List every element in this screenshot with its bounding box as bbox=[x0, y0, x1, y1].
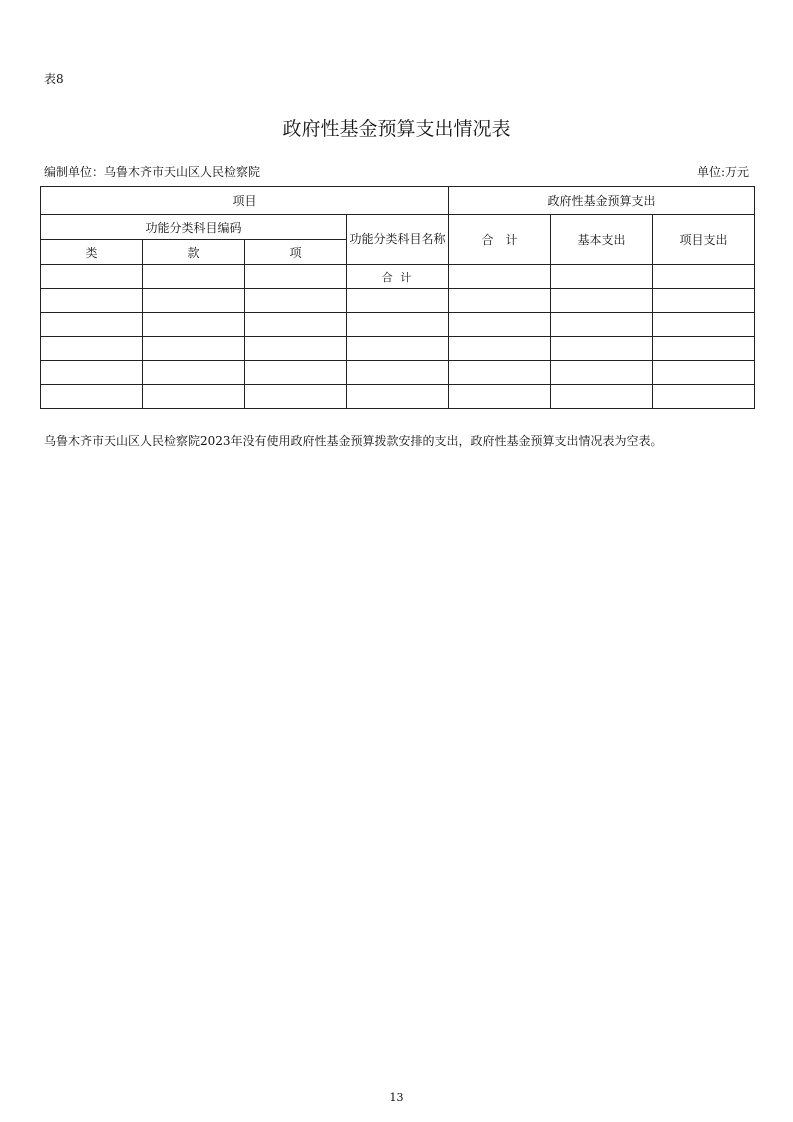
header-func-code: 功能分类科目编码 bbox=[41, 215, 347, 240]
table-row-total bbox=[41, 265, 755, 289]
header-basic-expenditure: 基本支出 bbox=[551, 215, 653, 265]
table-cell bbox=[551, 313, 653, 337]
table-cell bbox=[41, 289, 143, 313]
table-cell bbox=[245, 289, 347, 313]
table-cell bbox=[245, 361, 347, 385]
table-cell bbox=[551, 385, 653, 409]
table-cell bbox=[449, 289, 551, 313]
table-cell bbox=[449, 337, 551, 361]
table-cell bbox=[653, 289, 755, 313]
table-row bbox=[41, 313, 755, 337]
table-cell bbox=[551, 361, 653, 385]
table-cell bbox=[551, 337, 653, 361]
table-row bbox=[41, 385, 755, 409]
header-project-expenditure: 项目支出 bbox=[653, 215, 755, 265]
table-cell bbox=[449, 385, 551, 409]
table-cell bbox=[347, 385, 449, 409]
total-row-label: 合 计 bbox=[347, 265, 449, 289]
table-cell bbox=[347, 313, 449, 337]
table-cell bbox=[653, 265, 755, 289]
header-func-name: 功能分类科目名称 bbox=[347, 215, 449, 265]
unit-label: 单位:万元 bbox=[696, 165, 749, 179]
table-cell bbox=[347, 337, 449, 361]
table-number-label: 表8 bbox=[44, 72, 64, 86]
table-cell bbox=[653, 385, 755, 409]
table-cell bbox=[41, 361, 143, 385]
header-section: 款 bbox=[143, 240, 245, 265]
table-cell bbox=[245, 265, 347, 289]
table-cell bbox=[551, 289, 653, 313]
table-row bbox=[41, 289, 755, 313]
header-gov-fund-expenditure: 政府性基金预算支出 bbox=[449, 187, 755, 215]
header-item: 项 bbox=[245, 240, 347, 265]
table-cell bbox=[245, 337, 347, 361]
table-cell bbox=[143, 337, 245, 361]
table-cell bbox=[41, 313, 143, 337]
table-cell bbox=[41, 337, 143, 361]
empty-table-note: 乌鲁木齐市天山区人民检察院2023年没有使用政府性基金预算拨款安排的支出，政府性基金预算支出情况表为空表。 bbox=[44, 434, 663, 448]
table-row bbox=[41, 361, 755, 385]
table-cell bbox=[551, 265, 653, 289]
table-cell bbox=[143, 385, 245, 409]
document-title: 政府性基金预算支出情况表 bbox=[282, 118, 511, 140]
header-total: 合 计 bbox=[449, 215, 551, 265]
compiling-unit: 编制单位：乌鲁木齐市天山区人民检察院 bbox=[44, 165, 261, 179]
table-cell bbox=[41, 265, 143, 289]
page-number: 13 bbox=[389, 1091, 404, 1104]
table-cell bbox=[347, 361, 449, 385]
table-cell bbox=[41, 385, 143, 409]
table-cell bbox=[143, 361, 245, 385]
table-cell bbox=[143, 265, 245, 289]
table-cell bbox=[347, 289, 449, 313]
table-cell bbox=[245, 313, 347, 337]
expenditure-table bbox=[40, 186, 755, 409]
header-category: 类 bbox=[41, 240, 143, 265]
table-cell bbox=[653, 337, 755, 361]
table-row bbox=[41, 337, 755, 361]
table-cell bbox=[653, 313, 755, 337]
table-cell bbox=[449, 361, 551, 385]
table-cell bbox=[449, 265, 551, 289]
header-project: 项目 bbox=[41, 187, 449, 215]
table-cell bbox=[143, 289, 245, 313]
table-cell bbox=[143, 313, 245, 337]
table-cell bbox=[245, 385, 347, 409]
table-cell bbox=[449, 313, 551, 337]
table-cell bbox=[653, 361, 755, 385]
